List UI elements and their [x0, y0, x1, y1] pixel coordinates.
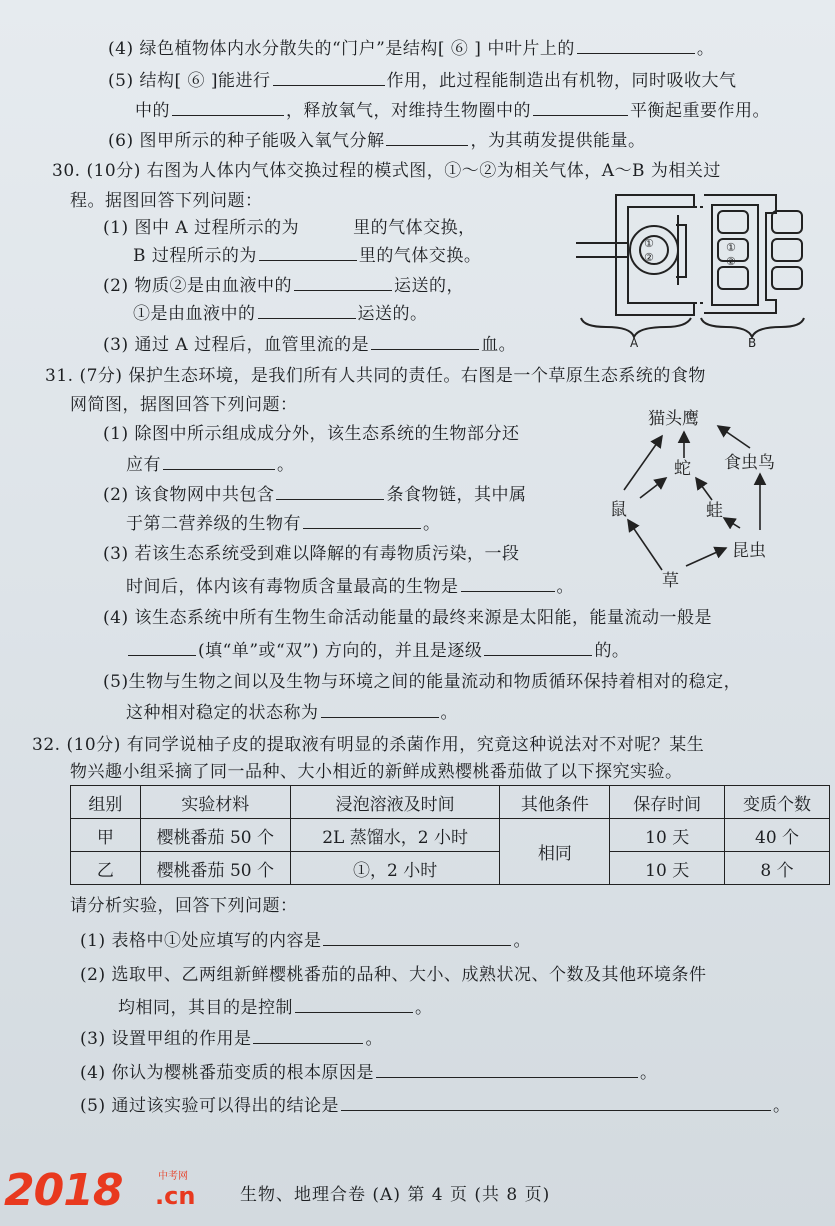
answer-blank[interactable] [128, 638, 196, 656]
answer-blank[interactable] [484, 638, 592, 656]
table-header-row [71, 786, 830, 819]
q31-line-2-cont: 于第二营养级的生物有 。 [126, 511, 441, 535]
q32-heading: 32. (10分) 有同学说柚子皮的提取液有明显的杀菌作用，究竟这种说法对不对呢？某生 [32, 735, 705, 755]
node-grass: 草 [662, 571, 679, 591]
q30-line-2: (2) 物质②是由血液中的 运送的， [103, 273, 464, 297]
page-footer: 生物、地理合卷 (A) 第 4 页 (共 8 页) [240, 1185, 551, 1205]
label-b: B [748, 336, 757, 350]
answer-blank[interactable] [259, 243, 357, 261]
q31-line-4-cont: (填“单”或“双”) 方向的，并且是逐级 的。 [126, 638, 629, 662]
answer-blank[interactable] [577, 36, 695, 54]
q29-line-5: (5) 结构[ ⑥ ]能进行 作用，此过程能制造出有机物，同时吸收大气 [108, 68, 737, 92]
answer-blank[interactable] [303, 511, 421, 529]
answer-blank[interactable] [321, 700, 439, 718]
table-cell: 相同 [500, 819, 610, 885]
table-cell: 8 个 [725, 852, 830, 885]
q30-line-1-cont: B 过程所示的为 里的气体交换。 [133, 243, 481, 267]
q32-heading-cont: 物兴趣小组采摘了同一品种、大小相近的新鲜成熟樱桃番茄做了以下探究实验。 [70, 762, 683, 782]
q30-heading: 30. (10分) 右图为人体内气体交换过程的模式图，①～②为相关气体，A～B 为相关过 [52, 161, 721, 181]
table-cell: 40 个 [725, 819, 830, 852]
answer-blank[interactable] [323, 928, 511, 946]
q30-heading-cont: 程。据图回答下列问题： [70, 191, 263, 211]
food-web-svg [600, 400, 810, 595]
table-header: 浸泡溶液及时间 [290, 786, 500, 819]
gas-exchange-diagram [576, 185, 816, 350]
experiment-table [70, 785, 830, 885]
q29-line-6: (6) 图甲所示的种子能吸入氧气分解 ，为其萌发提供能量。 [108, 128, 645, 152]
q32-line-5: (5) 通过该实验可以得出的结论是 。 [80, 1093, 790, 1117]
q31-line-1: (1) 除图中所示组成成分外，该生态系统的生物部分还 [103, 424, 520, 444]
q30-line-3: (3) 通过 A 过程后，血管里流的是 血。 [103, 332, 516, 356]
answer-blank[interactable] [301, 215, 351, 233]
answer-blank[interactable] [295, 995, 413, 1013]
answer-blank[interactable] [273, 68, 385, 86]
table-cell: 樱桃番茄 50 个 [140, 819, 290, 852]
q32-line-4: (4) 你认为樱桃番茄变质的根本原因是 。 [80, 1060, 657, 1084]
node-snake: 蛇 [674, 459, 691, 479]
gas-2-label: ② [644, 251, 654, 264]
q31-line-3: (3) 若该生态系统受到难以降解的有毒物质污染，一段 [103, 544, 520, 564]
q29-line-4: (4) 绿色植物体内水分散失的“门户”是结构[ ⑥ ] 中叶片上的 。 [108, 36, 714, 60]
q31-line-2: (2) 该食物网中共包含 条食物链，其中属 [103, 482, 526, 506]
q32-line-1: (1) 表格中①处应填写的内容是 。 [80, 928, 531, 952]
table-header: 保存时间 [610, 786, 725, 819]
answer-blank[interactable] [294, 273, 392, 291]
table-header: 其他条件 [500, 786, 610, 819]
answer-blank[interactable] [371, 332, 479, 350]
answer-blank[interactable] [533, 98, 628, 116]
node-bird: 食虫鸟 [724, 453, 775, 473]
table-cell: 乙 [71, 852, 141, 885]
logo-domain: .cn [155, 1182, 196, 1210]
answer-blank[interactable] [341, 1093, 771, 1111]
table-header: 变质个数 [725, 786, 830, 819]
answer-blank[interactable] [376, 1060, 638, 1078]
label-a: A [630, 336, 639, 350]
table-row [71, 819, 830, 852]
q31-heading: 31. (7分) 保护生态环境，是我们所有人共同的责任。右图是一个草原生态系统的食物 [45, 366, 706, 386]
table-cell: 樱桃番茄 50 个 [140, 852, 290, 885]
logo-number: 2018 [4, 1165, 123, 1216]
logo-small-text: 中考网 [158, 1171, 188, 1182]
q31-line-3-cont: 时间后，体内该有毒物质含量最高的生物是 。 [126, 574, 574, 598]
node-owl: 猫头鹰 [648, 409, 699, 429]
q30-line-2-cont: ①是由血液中的 运送的。 [133, 301, 428, 325]
answer-blank[interactable] [276, 482, 384, 500]
gas-1-label: ① [644, 237, 654, 250]
gas-1-label-b: ① [726, 241, 736, 254]
q32-line-2-cont: 均相同，其目的是控制 。 [118, 995, 433, 1019]
q32-intro: 请分析实验，回答下列问题： [70, 896, 298, 916]
table-row [71, 852, 830, 885]
table-cell: 甲 [71, 819, 141, 852]
node-mouse: 鼠 [610, 500, 627, 520]
food-web-diagram [600, 400, 810, 595]
node-insect: 昆虫 [732, 541, 766, 561]
q30-line-1: (1) 图中 A 过程所示的为 里的气体交换， [103, 215, 476, 239]
answer-blank[interactable] [163, 452, 275, 470]
table-header: 实验材料 [140, 786, 290, 819]
table-header: 组别 [71, 786, 141, 819]
node-frog: 蛙 [706, 501, 723, 521]
answer-blank[interactable] [386, 128, 468, 146]
answer-blank[interactable] [461, 574, 555, 592]
answer-blank[interactable] [258, 301, 356, 319]
table-cell: 10 天 [610, 819, 725, 852]
site-logo [0, 1165, 210, 1215]
q29-line-5-cont: 中的 ，释放氧气，对维持生物圈中的 平衡起重要作用。 [135, 98, 770, 122]
q31-line-1-cont: 应有 。 [126, 452, 295, 476]
table-cell: ①，2 小时 [290, 852, 500, 885]
q31-heading-cont: 网简图，据图回答下列问题： [70, 395, 298, 415]
answer-blank[interactable] [172, 98, 284, 116]
answer-blank[interactable] [253, 1026, 363, 1044]
table-cell: 10 天 [610, 852, 725, 885]
q31-line-4: (4) 该生态系统中所有生物生命活动能量的最终来源是太阳能，能量流动一般是 [103, 608, 712, 628]
table-cell: 2L 蒸馏水，2 小时 [290, 819, 500, 852]
gas-2-label-b: ② [726, 255, 736, 268]
gas-exchange-svg [576, 185, 816, 350]
q31-line-5: (5)生物与生物之间以及生物与环境之间的能量流动和物质循环保持着相对的稳定， [103, 672, 742, 692]
q32-line-3: (3) 设置甲组的作用是 。 [80, 1026, 383, 1050]
q32-line-2: (2) 选取甲、乙两组新鲜樱桃番茄的品种、大小、成熟状况、个数及其他环境条件 [80, 965, 707, 985]
q31-line-5-cont: 这种相对稳定的状态称为 。 [126, 700, 458, 724]
